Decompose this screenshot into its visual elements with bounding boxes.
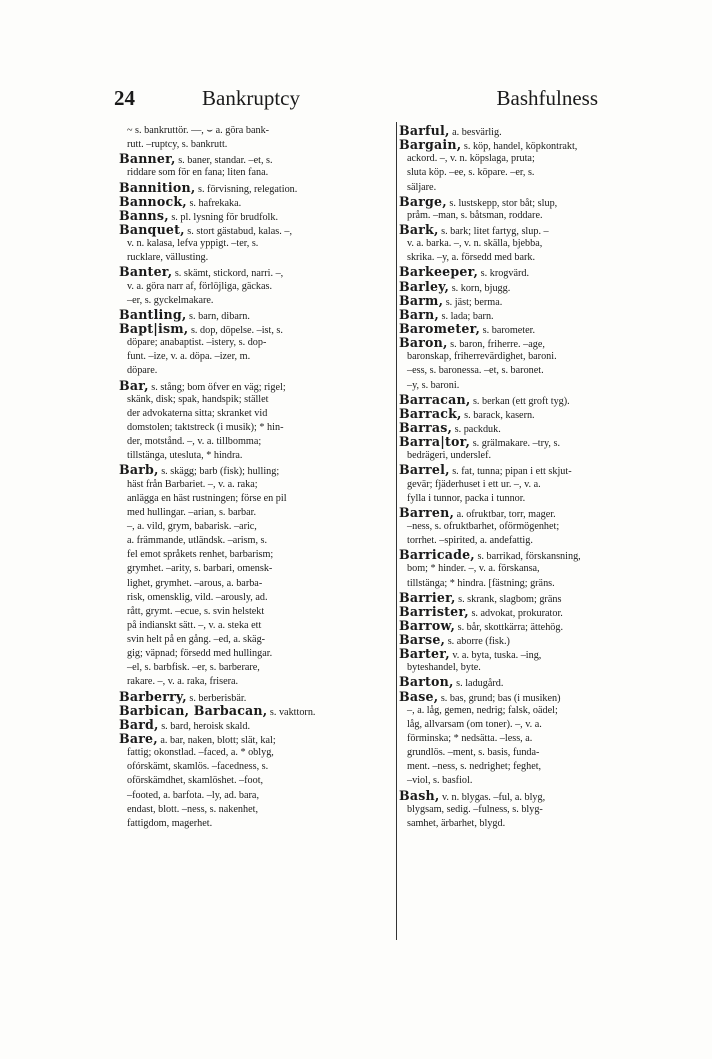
entry-line <box>399 746 679 760</box>
definition-text: gig; väpnad; försedd med hullingar. <box>127 648 273 660</box>
headword: Barracan, <box>399 392 471 407</box>
definition-text: grundlös. –ment, s. basis, funda- <box>407 747 540 759</box>
definition-text: fylla i tunnor, packa i tunnor. <box>407 492 526 504</box>
entry-headword-line <box>119 181 393 195</box>
definition-text: fattig; okonstlad. –faced, a. * oblyg, <box>127 747 274 759</box>
entry-headword-line <box>119 223 393 237</box>
entry-line <box>119 605 393 619</box>
entry-headword-line <box>119 732 393 746</box>
headword: Barse, <box>399 633 446 648</box>
headword: Barm, <box>399 293 444 308</box>
definition-text: s. bas, grund; bas (i musiken) <box>438 692 561 704</box>
definition-text: s. fat, tunna; pipan i ett skjut- <box>449 466 572 478</box>
entry-headword-line <box>399 548 679 562</box>
definition-text: s. grälmakare. –try, s. <box>470 438 561 450</box>
entry-headword-line <box>119 308 393 322</box>
definition-text: v. a. göra narr af, förlöjliga, gäckas. <box>127 280 273 292</box>
headword: Banner, <box>119 152 176 167</box>
entry-line <box>119 675 393 689</box>
entry-headword-line <box>119 209 393 223</box>
entry-line <box>119 393 393 407</box>
headword: Barberry, <box>119 689 187 704</box>
definition-text: döpare; anabaptist. –istery, s. dop- <box>127 337 267 349</box>
entry-line <box>399 803 679 817</box>
entry-headword-line <box>399 265 679 279</box>
entry-headword-line <box>119 152 393 166</box>
definition-text: der, motstånd. –, v. a. tillbomma; <box>127 436 262 448</box>
definition-text: a. besvärlig. <box>449 127 502 138</box>
entry-line <box>399 449 679 463</box>
entry-line <box>399 364 679 378</box>
headword: Banquet, <box>119 222 185 237</box>
definition-text: bom; * hinder. –, v. a. förskansa, <box>407 563 540 575</box>
definition-text: s. packduk. <box>452 423 501 435</box>
entry-headword-line <box>399 633 679 647</box>
entry-headword-line <box>399 463 679 477</box>
definition-text: –viol, s. basfiol. <box>407 775 473 787</box>
entry-line <box>119 435 393 449</box>
headword: Bard, <box>119 717 159 732</box>
definition-text: s. skägg; barb (fisk); hulling; <box>158 466 280 478</box>
column-divider <box>396 122 397 940</box>
headword: Barkeeper, <box>399 265 479 280</box>
headword: Barb, <box>119 463 159 478</box>
left-column <box>119 124 393 831</box>
entry-headword-line <box>399 336 679 350</box>
definition-text: s. stort gästabud, kalas. –, <box>184 225 292 237</box>
headword: Barton, <box>399 675 454 690</box>
entry-line <box>399 379 679 393</box>
entry-line <box>119 280 393 294</box>
headword: Barras, <box>399 420 453 435</box>
entry-line <box>119 449 393 463</box>
definition-text: säljare. <box>407 181 437 193</box>
definition-text: s. bard, heroisk skald. <box>158 720 251 732</box>
definition-text: s. lada; barn. <box>438 310 494 322</box>
entry-headword-line <box>399 195 679 209</box>
definition-text: –footed, a. barfota. –ly, ad. bara, <box>127 789 260 801</box>
definition-text: riddare som för en fana; liten fana. <box>127 167 269 179</box>
definition-text: der advokaterna sitta; skranket vid <box>127 407 268 419</box>
entry-line <box>119 577 393 591</box>
definition-text: –el, s. barbfisk. –er, s. barberare, <box>127 662 260 674</box>
definition-text: låg, allvarsam (om toner). –, v. a. <box>407 718 542 730</box>
definition-text: pråm. –man, s. båtsman, roddare. <box>407 209 543 221</box>
definition-text: v. a. barka. –, v. n. skälla, bjebba, <box>407 238 543 250</box>
definition-text: –ess, s. baronessa. –et, s. baronet. <box>407 365 544 377</box>
entry-line <box>119 633 393 647</box>
definition-text: s. barn, dibarn. <box>186 310 250 322</box>
entry-line <box>119 294 393 308</box>
entry-headword-line <box>399 280 679 294</box>
entry-line <box>119 492 393 506</box>
definition-text: risk, omensklig, vild. –arously, ad. <box>127 591 268 603</box>
entry-line <box>119 534 393 548</box>
entry-headword-line <box>119 718 393 732</box>
definition-text: tillstänga, utesluta, * hindra. <box>127 450 243 462</box>
definition-text: s. ladugård. <box>453 678 504 690</box>
definition-text: s. jäst; berma. <box>443 296 503 308</box>
entry-headword-line <box>399 294 679 308</box>
headword: Barrack, <box>399 406 462 421</box>
entry-headword-line <box>399 591 679 605</box>
headword: Barren, <box>399 505 455 520</box>
definition-text: a. ofruktbar, torr, mager. <box>454 508 556 520</box>
definition-text: s. berkan (ett groft tyg). <box>470 395 570 407</box>
headword: Barley, <box>399 279 450 294</box>
entry-headword-line <box>399 435 679 449</box>
entry-headword-line <box>399 675 679 689</box>
definition-text: på indianskt sätt. –, v. a. steka ett <box>127 619 262 631</box>
entry-line <box>119 350 393 364</box>
definition-text: häst från Barbariet. –, v. a. raka; <box>127 478 258 490</box>
right-column <box>399 124 679 831</box>
entry-line <box>119 789 393 803</box>
headword: Banns, <box>119 208 169 223</box>
headword: Bannition, <box>119 180 196 195</box>
definition-text: fattigdom, magerhet. <box>127 817 213 829</box>
entry-line <box>399 661 679 675</box>
headword: Barrier, <box>399 590 456 605</box>
headword: Barra|tor, <box>399 435 471 450</box>
entry-headword-line <box>399 605 679 619</box>
headword: Bapt|ism, <box>119 321 189 336</box>
definition-text: med hullingar. –arian, s. barbar. <box>127 506 257 518</box>
entry-line <box>399 817 679 831</box>
entry-line <box>399 534 679 548</box>
definition-text: v. n. kalasa, lefva yppigt. –ter, s. <box>127 238 259 250</box>
headword: Base, <box>399 689 439 704</box>
definition-text: samhet, ärbarhet, blygd. <box>407 817 506 829</box>
headword: Banter, <box>119 265 173 280</box>
definition-text: oförskämdhet, skamlöshet. –foot, <box>127 775 264 787</box>
definition-text: s. baron, friherre. –age, <box>447 339 545 351</box>
definition-text: rått, grymt. –ecue, s. svin helstekt <box>127 605 265 617</box>
definition-text: gevär; fjäderhuset i ett ur. –, v. a. <box>407 478 541 490</box>
definition-text: s. berberisbär. <box>186 692 247 704</box>
headword: Bannock, <box>119 194 187 209</box>
definition-text: ~ s. bankruttör. —, ⌣ a. göra bank- <box>127 125 270 136</box>
entry-headword-line <box>399 322 679 336</box>
definition-text: s. vakttorn. <box>267 706 316 718</box>
definition-text: a. främmande, utländsk. –arism, s. <box>127 535 268 547</box>
entry-line <box>119 506 393 520</box>
headword: Barter, <box>399 647 450 662</box>
definition-text: –er, s. gyckelmakare. <box>127 294 214 306</box>
entry-line <box>119 562 393 576</box>
headword: Barful, <box>399 124 450 138</box>
definition-text: anlägga en häst rustningen; förse en pil <box>127 492 287 504</box>
entry-line <box>119 520 393 534</box>
entry-headword-line <box>399 647 679 661</box>
entry-line <box>399 478 679 492</box>
entry-line <box>119 336 393 350</box>
page-number: 24 <box>114 86 135 110</box>
definition-text: svin helt på en gång. –ed, a. skäg- <box>127 634 266 646</box>
definition-text: tillstänga; * hindra. [fästning; gräns. <box>407 577 555 589</box>
definition-text: s. skämt, stickord, narri. –, <box>172 268 284 280</box>
entry-headword-line <box>119 704 393 718</box>
entry-line <box>119 421 393 435</box>
entry-line <box>399 732 679 746</box>
entry-line <box>119 817 393 831</box>
definition-text: s. krogvärd. <box>478 268 530 280</box>
definition-text: s. baner, standar. –et, s. <box>175 155 273 167</box>
header-right-guideword: Bashfulness <box>496 86 598 110</box>
entry-line <box>119 251 393 265</box>
entry-line <box>119 237 393 251</box>
headword: Bantling, <box>119 307 187 322</box>
definition-text: skrika. –y, a. försedd med bark. <box>407 252 536 264</box>
entry-line <box>119 478 393 492</box>
definition-text: torrhet. –spirited, a. andefattig. <box>407 535 533 547</box>
headword: Bar, <box>119 378 149 393</box>
entry-line <box>119 138 393 152</box>
headword: Bare, <box>119 732 158 747</box>
entry-line <box>119 803 393 817</box>
entry-line <box>119 407 393 421</box>
definition-text: s. hafrekaka. <box>186 197 242 209</box>
definition-text: s. dop, döpelse. –ist, s. <box>188 324 283 336</box>
entry-headword-line <box>399 138 679 152</box>
entry-line <box>399 704 679 718</box>
definition-text: s. förvisning, relegation. <box>195 183 298 195</box>
headword: Bargain, <box>399 138 462 153</box>
definition-text: s. köp, handel, köpkontrakt, <box>461 141 578 153</box>
definition-text: –, a. låg, gemen, nedrig; falsk, oädel; <box>407 704 558 716</box>
header-left-guideword: Bankruptcy <box>202 86 300 110</box>
definition-text: s. advokat, prokurator. <box>468 607 563 619</box>
definition-text: domstolen; taktstreck (i musik); * hin- <box>127 421 284 433</box>
headword: Barometer, <box>399 321 481 336</box>
entry-headword-line <box>399 506 679 520</box>
entry-line <box>119 619 393 633</box>
entry-headword-line <box>399 789 679 803</box>
entry-line <box>119 661 393 675</box>
entry-headword-line <box>119 463 393 477</box>
definition-text: v. n. blygas. –ful, a. blyg, <box>439 791 546 803</box>
entry-line <box>399 166 679 180</box>
definition-text: baronskap, friherrevärdighet, baroni. <box>407 351 557 363</box>
entry-line <box>399 520 679 534</box>
entry-line <box>399 760 679 774</box>
headword: Bark, <box>399 222 439 237</box>
entry-line <box>399 181 679 195</box>
definition-text: ment. –ness, s. nedrighet; feghet, <box>407 761 542 773</box>
entry-line <box>399 492 679 506</box>
definition-text: s. barometer. <box>480 324 536 336</box>
headword: Barge, <box>399 194 447 209</box>
definition-text: grymhet. –arity, s. barbari, omensk- <box>127 563 273 575</box>
definition-text: s. aborre (fisk.) <box>445 636 510 648</box>
headword: Barrister, <box>399 604 469 619</box>
entry-headword-line <box>399 393 679 407</box>
definition-text: –, a. vild, grym, babarisk. –aric, <box>127 520 257 532</box>
definition-text: skänk, disk; spak, handspik; stället <box>127 393 269 405</box>
entry-headword-line <box>399 407 679 421</box>
definition-text: v. a. byta, tuska. –ing, <box>449 650 542 662</box>
headword: Barn, <box>399 307 439 322</box>
entry-headword-line <box>399 308 679 322</box>
entry-line <box>119 591 393 605</box>
headword: Barrel, <box>399 463 450 478</box>
entry-headword-line <box>399 619 679 633</box>
entry-line <box>119 746 393 760</box>
definition-text: s. bår, skottkärra; ättehög. <box>455 621 564 633</box>
definition-text: förminska; * nedsätta. –less, a. <box>407 733 533 745</box>
definition-text: bedrägeri, underslef. <box>407 450 492 462</box>
headword: Barricade, <box>399 548 475 563</box>
entry-headword-line <box>119 322 393 336</box>
entry-headword-line <box>119 265 393 279</box>
definition-text: s. pl. lysning för brudfolk. <box>168 211 279 223</box>
definition-text: s. barrikad, förskansning, <box>474 551 581 563</box>
definition-text: s. skrank, slagbom; gräns <box>455 593 562 605</box>
entry-headword-line <box>119 690 393 704</box>
definition-text: s. stång; bom öfver en väg; rigel; <box>148 381 286 393</box>
entry-line <box>119 364 393 378</box>
entry-line <box>119 124 393 138</box>
definition-text: ackord. –, v. n. köpslaga, pruta; <box>407 153 535 165</box>
definition-text: s. barack, kasern. <box>461 409 535 421</box>
entry-headword-line <box>119 379 393 393</box>
headword: Baron, <box>399 336 448 351</box>
entry-line <box>399 718 679 732</box>
headword: Barbican, Barbacan, <box>119 703 268 718</box>
definition-text: s. korn, bjugg. <box>449 282 511 294</box>
entry-line <box>399 774 679 788</box>
definition-text: –y, s. baroni. <box>407 379 460 391</box>
entry-line <box>119 548 393 562</box>
entry-line <box>399 152 679 166</box>
definition-text: fel emot språkets renhet, barbarism; <box>127 549 274 561</box>
definition-text: rucklare, vällusting. <box>127 252 209 264</box>
headword: Barrow, <box>399 618 456 633</box>
definition-text: blygsam, sedig. –fulness, s. blyg- <box>407 803 543 815</box>
definition-text: –ness, s. ofruktbarhet, oförmögenhet; <box>407 520 560 532</box>
definition-text: a. bar, naken, blott; slät, kal; <box>157 735 276 747</box>
entry-line <box>399 209 679 223</box>
definition-text: s. bark; litet fartyg, slup. – <box>438 225 549 237</box>
definition-text: rakare. –, v. a. raka, frisera. <box>127 676 239 688</box>
definition-text: funt. –ize, v. a. döpa. –izer, m. <box>127 351 251 363</box>
headword: Bash, <box>399 788 440 803</box>
entry-line <box>119 647 393 661</box>
entry-line <box>399 237 679 251</box>
definition-text: rutt. –ruptcy, s. bankrutt. <box>127 139 228 151</box>
entry-line <box>399 577 679 591</box>
entry-headword-line <box>399 421 679 435</box>
entry-headword-line <box>399 223 679 237</box>
definition-text: lighet, grymhet. –arous, a. barba- <box>127 577 263 589</box>
entry-line <box>119 166 393 180</box>
definition-text: endast, blott. –ness, s. nakenhet, <box>127 803 258 815</box>
definition-text: döpare. <box>127 365 158 377</box>
page-header <box>114 86 598 116</box>
entry-headword-line <box>399 690 679 704</box>
entry-line <box>399 562 679 576</box>
entry-line <box>119 760 393 774</box>
entry-line <box>399 251 679 265</box>
definition-text: s. lustskepp, stor båt; slup, <box>446 197 558 209</box>
entry-line <box>399 350 679 364</box>
entry-headword-line <box>119 195 393 209</box>
entry-line <box>119 774 393 788</box>
entry-headword-line <box>399 124 679 138</box>
definition-text: ofórskämt, skamlös. –facedness, s. <box>127 761 269 773</box>
definition-text: sluta köp. –ee, s. köpare. –er, s. <box>407 167 535 179</box>
definition-text: byteshandel, byte. <box>407 662 481 674</box>
